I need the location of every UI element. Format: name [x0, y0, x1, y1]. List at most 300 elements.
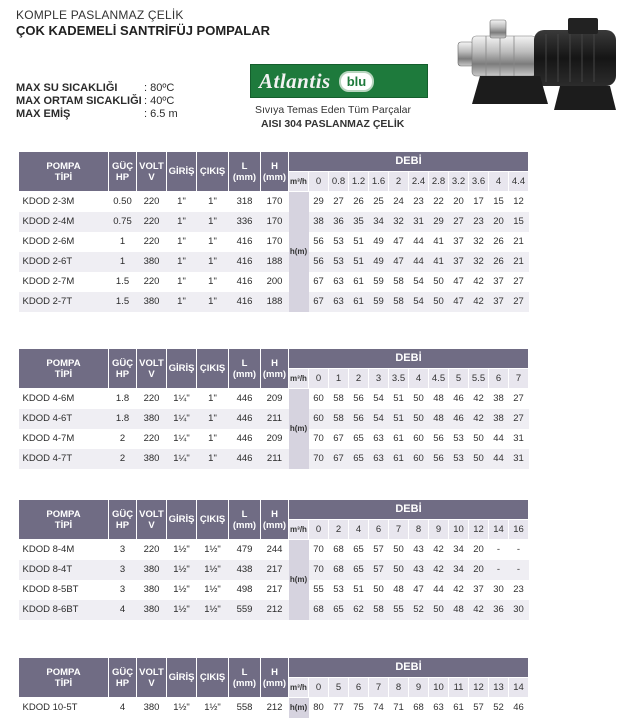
head-value: 17: [469, 192, 489, 212]
head-value: 53: [329, 232, 349, 252]
col-header-flow-rate: DEBİ: [289, 500, 529, 520]
head-value: 15: [489, 192, 509, 212]
head-value: 53: [329, 252, 349, 272]
head-value: 58: [389, 272, 409, 292]
head-value: 61: [349, 272, 369, 292]
flow-value: 3.5: [389, 369, 409, 389]
head-value: 51: [349, 252, 369, 272]
head-value: 46: [449, 409, 469, 429]
volt-cell: 380: [137, 409, 167, 429]
col-header-power: GÜÇ HP: [109, 152, 137, 192]
height-cell: 170: [261, 192, 289, 212]
head-value: 27: [509, 409, 529, 429]
flow-value: 9: [409, 678, 429, 698]
col-header-volt: VOLT V: [137, 658, 167, 698]
head-value: 48: [389, 580, 409, 600]
height-cell: 211: [261, 449, 289, 469]
spec-row: [16, 95, 178, 108]
head-value: 26: [349, 192, 369, 212]
flow-value: 5: [329, 678, 349, 698]
head-value: 44: [409, 232, 429, 252]
spec-value: : 40ºC: [144, 95, 175, 107]
col-header-length: L (mm): [229, 658, 261, 698]
head-value: 57: [369, 540, 389, 560]
head-value: 68: [329, 560, 349, 580]
flow-value: 16: [509, 520, 529, 540]
head-value: 50: [369, 580, 389, 600]
head-value: 49: [369, 252, 389, 272]
head-value: 21: [509, 232, 529, 252]
model-cell: KDOD 4-6T: [19, 409, 109, 429]
flow-unit-label: m³/h: [289, 678, 309, 698]
head-value: 51: [349, 580, 369, 600]
volt-cell: 380: [137, 698, 167, 718]
head-value: 29: [429, 212, 449, 232]
length-cell: 446: [229, 429, 261, 449]
head-value: 37: [489, 272, 509, 292]
head-value: 56: [309, 232, 329, 252]
spec-value: : 6.5 m: [144, 108, 178, 120]
brand-badge: blu: [339, 71, 375, 92]
table-row: [19, 232, 529, 252]
flow-value: 4: [409, 369, 429, 389]
head-value: 51: [389, 409, 409, 429]
head-value: 37: [449, 232, 469, 252]
model-cell: KDOD 8-4M: [19, 540, 109, 560]
flow-value: 2.4: [409, 172, 429, 192]
outlet-cell: 1": [197, 429, 229, 449]
col-header-flow-rate: DEBİ: [289, 349, 529, 369]
flow-value: 13: [489, 678, 509, 698]
head-value: 20: [449, 192, 469, 212]
length-cell: 416: [229, 272, 261, 292]
catalog-header: [16, 8, 446, 138]
inlet-cell: 1½": [167, 540, 197, 560]
length-cell: 318: [229, 192, 261, 212]
length-cell: 416: [229, 292, 261, 312]
head-value: 70: [309, 560, 329, 580]
head-value: 42: [469, 292, 489, 312]
head-value: 47: [449, 272, 469, 292]
volt-cell: 380: [137, 292, 167, 312]
head-value: 75: [349, 698, 369, 718]
table-row: [19, 272, 529, 292]
power-cell: 1.5: [109, 272, 137, 292]
inlet-cell: 1¼": [167, 429, 197, 449]
head-value: 34: [369, 212, 389, 232]
height-cell: 170: [261, 232, 289, 252]
flow-value: 5: [449, 369, 469, 389]
brand-wordmark: Atlantis: [259, 68, 331, 93]
col-header-volt: VOLT V: [137, 500, 167, 540]
head-value: 58: [389, 292, 409, 312]
volt-cell: 220: [137, 192, 167, 212]
length-cell: 558: [229, 698, 261, 718]
head-value: 52: [409, 600, 429, 620]
material-tagline: AISI 304 PASLANMAZ ÇELİK: [261, 118, 405, 130]
head-value: 34: [449, 560, 469, 580]
outlet-cell: 1": [197, 272, 229, 292]
col-header-height: H (mm): [261, 152, 289, 192]
head-value: 59: [369, 272, 389, 292]
pump-table-kdod-2: [18, 151, 529, 312]
power-cell: 3: [109, 580, 137, 600]
head-value: 31: [409, 212, 429, 232]
head-value: 50: [429, 600, 449, 620]
flow-value: 8: [409, 520, 429, 540]
col-header-inlet: GİRİŞ: [167, 349, 197, 389]
flow-value: 6: [489, 369, 509, 389]
head-value: 70: [309, 449, 329, 469]
flow-value: 0: [309, 172, 329, 192]
head-value: 54: [409, 272, 429, 292]
head-value: 27: [509, 272, 529, 292]
head-value: 42: [469, 389, 489, 409]
col-header-volt: VOLT V: [137, 152, 167, 192]
flow-value: 1.2: [349, 172, 369, 192]
table-row: [19, 449, 529, 469]
head-value: 67: [309, 272, 329, 292]
head-value: 58: [329, 409, 349, 429]
model-cell: KDOD 4-6M: [19, 389, 109, 409]
head-value: 24: [389, 192, 409, 212]
inlet-cell: 1½": [167, 698, 197, 718]
flow-value: 8: [389, 678, 409, 698]
head-value: 46: [449, 389, 469, 409]
table-row: [19, 292, 529, 312]
table-row: [19, 192, 529, 212]
inlet-cell: 1": [167, 212, 197, 232]
volt-cell: 380: [137, 580, 167, 600]
head-value: 58: [329, 389, 349, 409]
col-header-flow-rate: DEBİ: [289, 658, 529, 678]
outlet-cell: 1": [197, 409, 229, 429]
power-cell: 2: [109, 449, 137, 469]
flow-value: 7: [369, 678, 389, 698]
head-value: 35: [349, 212, 369, 232]
outlet-cell: 1½": [197, 560, 229, 580]
model-cell: KDOD 2-3M: [19, 192, 109, 212]
spec-label: MAX SU SICAKLIĞI: [16, 82, 118, 94]
head-value: 38: [309, 212, 329, 232]
flow-value: 6: [369, 520, 389, 540]
flow-value: 7: [389, 520, 409, 540]
col-header-outlet: ÇIKIŞ: [197, 658, 229, 698]
head-value: 51: [389, 389, 409, 409]
head-value: 20: [469, 540, 489, 560]
pump-image: [450, 12, 630, 124]
head-value: 53: [449, 429, 469, 449]
power-cell: 3: [109, 560, 137, 580]
flow-value: 11: [449, 678, 469, 698]
head-value: 77: [329, 698, 349, 718]
volt-cell: 220: [137, 429, 167, 449]
head-value: 42: [429, 560, 449, 580]
model-cell: KDOD 2-6M: [19, 232, 109, 252]
flow-unit-label: m³/h: [289, 369, 309, 389]
head-value: 12: [509, 192, 529, 212]
col-header-inlet: GİRİŞ: [167, 658, 197, 698]
inlet-cell: 1½": [167, 560, 197, 580]
head-value: -: [489, 560, 509, 580]
head-unit-label: h(m): [289, 698, 309, 718]
outlet-cell: 1": [197, 389, 229, 409]
flow-value: 3: [369, 369, 389, 389]
length-cell: 336: [229, 212, 261, 232]
head-value: 57: [469, 698, 489, 718]
head-value: 65: [349, 560, 369, 580]
flow-value: 14: [489, 520, 509, 540]
height-cell: 217: [261, 580, 289, 600]
inlet-cell: 1¼": [167, 449, 197, 469]
head-value: 15: [509, 212, 529, 232]
power-cell: 1.8: [109, 389, 137, 409]
length-cell: 559: [229, 600, 261, 620]
flow-value: 2: [329, 520, 349, 540]
head-value: 63: [369, 449, 389, 469]
head-value: 48: [429, 389, 449, 409]
head-value: 47: [409, 580, 429, 600]
table-row: [19, 560, 529, 580]
power-cell: 1.5: [109, 292, 137, 312]
header-subtitle: KOMPLE PASLANMAZ ÇELİK: [16, 8, 184, 22]
head-value: 68: [409, 698, 429, 718]
height-cell: 217: [261, 560, 289, 580]
flow-value: 0.8: [329, 172, 349, 192]
flow-value: 3.6: [469, 172, 489, 192]
power-cell: 0.50: [109, 192, 137, 212]
col-header-model: POMPA TİPİ: [19, 658, 109, 698]
volt-cell: 380: [137, 560, 167, 580]
flow-value: 12: [469, 520, 489, 540]
head-value: 52: [489, 698, 509, 718]
col-header-power: GÜÇ HP: [109, 500, 137, 540]
table-row: [19, 600, 529, 620]
col-header-inlet: GİRİŞ: [167, 152, 197, 192]
outlet-cell: 1": [197, 292, 229, 312]
height-cell: 188: [261, 292, 289, 312]
head-value: 32: [469, 232, 489, 252]
head-value: 56: [349, 389, 369, 409]
head-value: 50: [389, 540, 409, 560]
flow-value: 1: [329, 369, 349, 389]
head-value: -: [489, 540, 509, 560]
brand-logo: [250, 64, 428, 98]
model-cell: KDOD 10-5T: [19, 698, 109, 718]
outlet-cell: 1½": [197, 600, 229, 620]
col-header-flow-rate: DEBİ: [289, 152, 529, 172]
height-cell: 211: [261, 409, 289, 429]
inlet-cell: 1¼": [167, 409, 197, 429]
flow-value: 7: [509, 369, 529, 389]
outlet-cell: 1": [197, 449, 229, 469]
outlet-cell: 1½": [197, 698, 229, 718]
head-value: 67: [329, 429, 349, 449]
col-header-outlet: ÇIKIŞ: [197, 152, 229, 192]
head-value: 54: [369, 389, 389, 409]
table-row: [19, 540, 529, 560]
col-header-length: L (mm): [229, 500, 261, 540]
flow-unit-label: m³/h: [289, 520, 309, 540]
head-value: 50: [429, 272, 449, 292]
head-value: 47: [389, 232, 409, 252]
col-header-length: L (mm): [229, 349, 261, 389]
flow-value: 9: [429, 520, 449, 540]
table-row: [19, 698, 529, 718]
length-cell: 446: [229, 449, 261, 469]
power-cell: 1.8: [109, 409, 137, 429]
power-cell: 4: [109, 600, 137, 620]
flow-value: 1.6: [369, 172, 389, 192]
flow-value: 2: [349, 369, 369, 389]
head-value: 44: [429, 580, 449, 600]
head-value: 36: [329, 212, 349, 232]
table-row: [19, 429, 529, 449]
tagline: Sıvıya Temas Eden Tüm Parçalar: [255, 104, 412, 116]
outlet-cell: 1": [197, 252, 229, 272]
outlet-cell: 1½": [197, 540, 229, 560]
head-value: 50: [469, 429, 489, 449]
head-value: 55: [309, 580, 329, 600]
head-value: 63: [329, 292, 349, 312]
inlet-cell: 1": [167, 272, 197, 292]
height-cell: 200: [261, 272, 289, 292]
head-value: 21: [509, 252, 529, 272]
height-cell: 212: [261, 698, 289, 718]
flow-value: 0: [309, 678, 329, 698]
volt-cell: 220: [137, 232, 167, 252]
outlet-cell: 1½": [197, 580, 229, 600]
head-value: 42: [469, 409, 489, 429]
head-value: 38: [489, 389, 509, 409]
inlet-cell: 1½": [167, 600, 197, 620]
head-value: 54: [369, 409, 389, 429]
col-header-model: POMPA TİPİ: [19, 500, 109, 540]
head-unit-label: h(m): [289, 540, 309, 620]
flow-value: 4: [349, 520, 369, 540]
model-cell: KDOD 8-4T: [19, 560, 109, 580]
inlet-cell: 1": [167, 252, 197, 272]
head-value: 41: [429, 232, 449, 252]
head-value: -: [509, 560, 529, 580]
head-value: 50: [409, 389, 429, 409]
height-cell: 209: [261, 429, 289, 449]
head-value: 80: [309, 698, 329, 718]
head-value: 63: [329, 272, 349, 292]
head-value: 50: [429, 292, 449, 312]
head-value: 59: [369, 292, 389, 312]
flow-value: 10: [449, 520, 469, 540]
flow-value: 4: [489, 172, 509, 192]
head-value: 41: [429, 252, 449, 272]
head-value: 44: [409, 252, 429, 272]
head-value: 62: [349, 600, 369, 620]
head-value: 44: [489, 449, 509, 469]
head-value: 61: [389, 449, 409, 469]
flow-value: 3.2: [449, 172, 469, 192]
head-value: 58: [369, 600, 389, 620]
head-value: 47: [389, 252, 409, 272]
head-value: 50: [409, 409, 429, 429]
head-value: 70: [309, 540, 329, 560]
pump-table-kdod-4: [18, 348, 529, 469]
head-value: 27: [509, 389, 529, 409]
flow-value: 10: [429, 678, 449, 698]
volt-cell: 380: [137, 600, 167, 620]
head-value: 46: [509, 698, 529, 718]
head-unit-label: h(m): [289, 389, 309, 469]
head-value: 29: [309, 192, 329, 212]
head-value: 60: [309, 409, 329, 429]
head-value: 27: [509, 292, 529, 312]
head-value: 22: [429, 192, 449, 212]
power-cell: 1: [109, 252, 137, 272]
model-cell: KDOD 2-4M: [19, 212, 109, 232]
head-value: 34: [449, 540, 469, 560]
head-value: 38: [489, 409, 509, 429]
head-value: 65: [349, 540, 369, 560]
head-value: 42: [429, 540, 449, 560]
head-value: 51: [349, 232, 369, 252]
outlet-cell: 1": [197, 192, 229, 212]
col-header-model: POMPA TİPİ: [19, 152, 109, 192]
height-cell: 244: [261, 540, 289, 560]
head-value: 23: [409, 192, 429, 212]
head-value: 56: [429, 449, 449, 469]
head-value: 56: [349, 409, 369, 429]
table-row: [19, 580, 529, 600]
head-value: 27: [329, 192, 349, 212]
length-cell: 446: [229, 409, 261, 429]
head-value: 27: [449, 212, 469, 232]
head-value: 74: [369, 698, 389, 718]
head-value: 71: [389, 698, 409, 718]
head-value: 63: [369, 429, 389, 449]
length-cell: 438: [229, 560, 261, 580]
inlet-cell: 1": [167, 232, 197, 252]
head-value: 44: [489, 429, 509, 449]
flow-value: 12: [469, 678, 489, 698]
head-value: 32: [469, 252, 489, 272]
power-cell: 2: [109, 429, 137, 449]
inlet-cell: 1": [167, 292, 197, 312]
table-row: [19, 252, 529, 272]
head-value: 70: [309, 429, 329, 449]
pump-table-kdod-8: [18, 499, 529, 620]
head-value: 67: [309, 292, 329, 312]
head-value: 65: [329, 600, 349, 620]
col-header-model: POMPA TİPİ: [19, 349, 109, 389]
head-value: 31: [509, 429, 529, 449]
table-row: [19, 212, 529, 232]
flow-unit-label: m³/h: [289, 172, 309, 192]
spec-label: MAX ORTAM SICAKLIĞI: [16, 95, 142, 107]
head-value: 48: [449, 600, 469, 620]
head-value: 42: [469, 600, 489, 620]
head-value: 37: [449, 252, 469, 272]
head-value: 68: [329, 540, 349, 560]
inlet-cell: 1": [167, 192, 197, 212]
head-value: 31: [509, 449, 529, 469]
inlet-cell: 1¼": [167, 389, 197, 409]
spec-list: [16, 82, 178, 121]
outlet-cell: 1": [197, 232, 229, 252]
head-value: 30: [489, 580, 509, 600]
head-value: 49: [369, 232, 389, 252]
head-value: 56: [309, 252, 329, 272]
spec-value: : 80ºC: [144, 82, 175, 94]
power-cell: 4: [109, 698, 137, 718]
